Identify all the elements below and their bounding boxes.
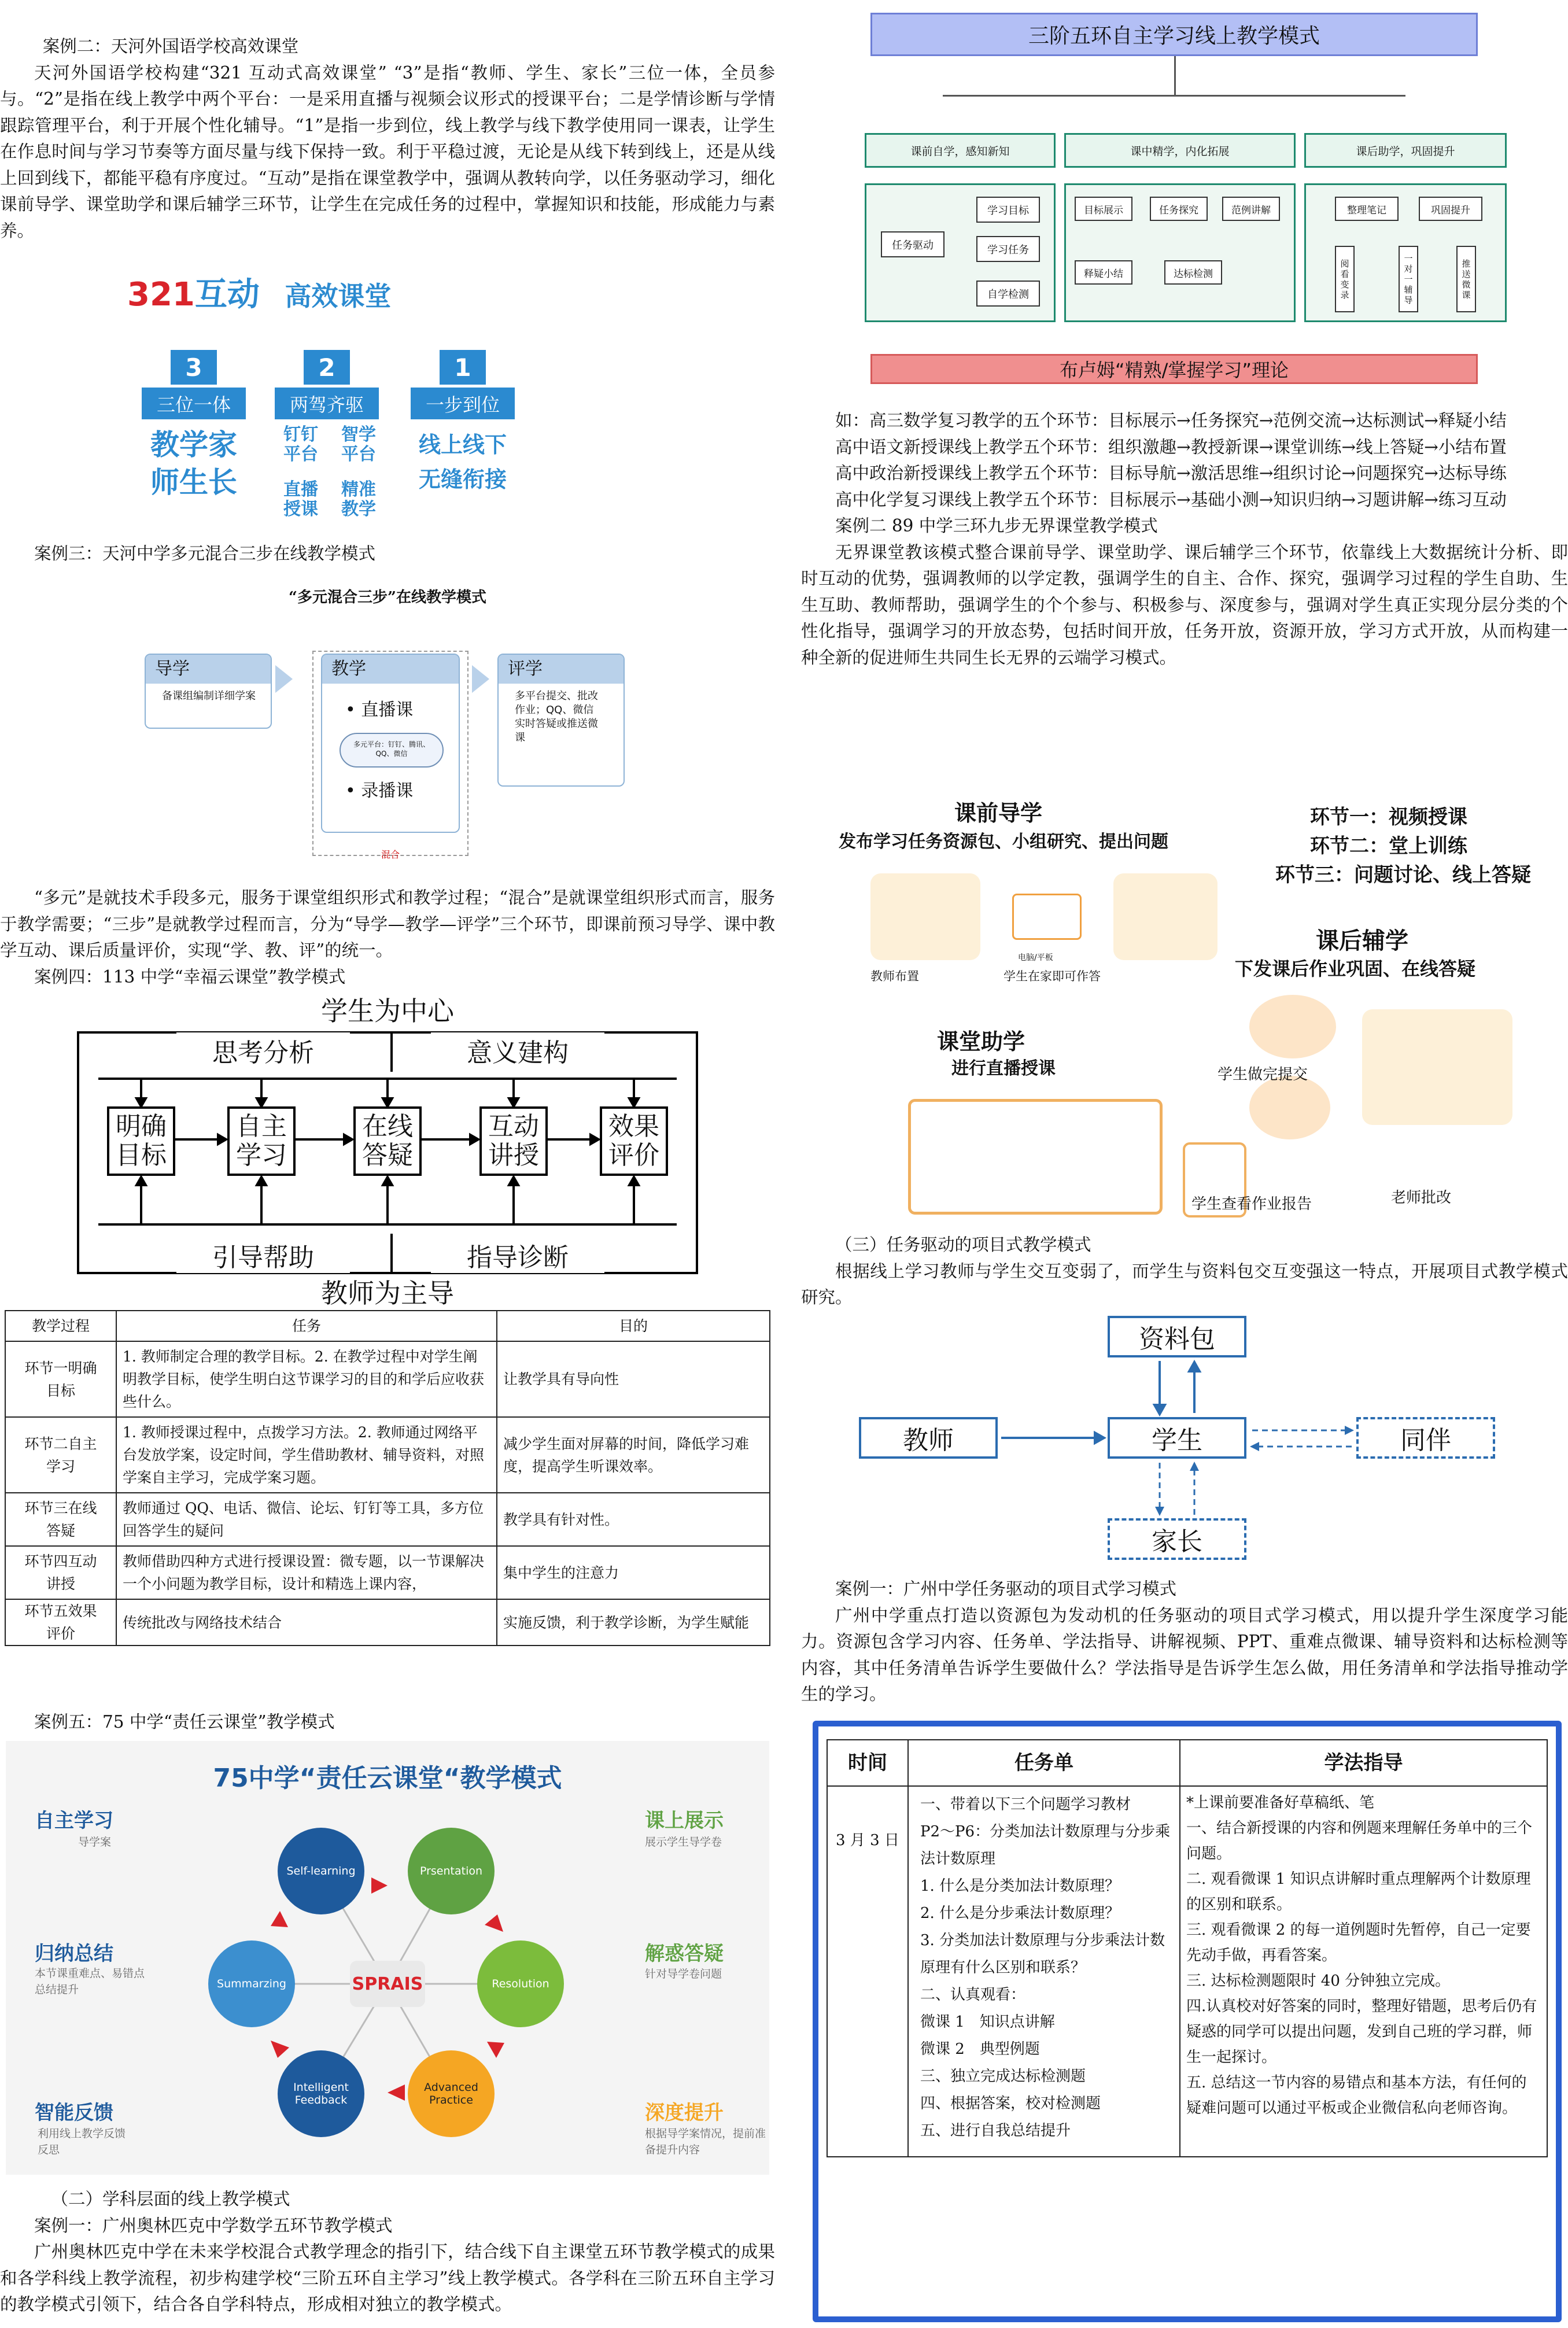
- fig321-c3-num: 1: [440, 350, 486, 385]
- fig3-b1-head: 导学: [146, 655, 271, 684]
- fig75-r3h: 深度提升: [645, 2101, 724, 2124]
- fig75-n2: Prsentation: [408, 1828, 495, 1914]
- fig35-c3: 阅看变录: [1335, 246, 1355, 312]
- fig35-c2: 巩固提升: [1419, 197, 1482, 221]
- fig35-panel2: [1064, 183, 1296, 322]
- fig113-divider-top: [390, 1031, 393, 1072]
- fig321-c2-a2: 平台: [283, 444, 318, 464]
- t4-task: 传统批改与网络技术结合: [116, 1599, 497, 1646]
- fig-task-driven: [859, 1316, 1512, 1565]
- fig89-screen-img: [908, 1099, 1163, 1215]
- t5-guide-line: 二. 观看微课 1 知识点讲解时重点理解两个计数原理的区别和联系。: [1186, 1870, 1531, 1913]
- figtd-center: 学生: [1108, 1417, 1246, 1459]
- fig35-c5: 推送微课: [1456, 246, 1476, 312]
- figtd-right: 同伴: [1356, 1417, 1495, 1459]
- fig3-box2: [321, 654, 460, 833]
- fig35-b3: 范例讲解: [1222, 197, 1280, 221]
- table-row: [5, 1546, 770, 1599]
- fig321-c2-num: 2: [304, 350, 350, 385]
- fig321-b: 高效课堂: [285, 281, 392, 312]
- fig113-b5: 效果评价: [600, 1106, 668, 1176]
- t4-h0: 教学过程: [5, 1311, 116, 1341]
- table-row: [5, 1417, 770, 1493]
- fig321-c2-d1: 精准: [341, 479, 376, 500]
- fig-75: [6, 1741, 769, 2175]
- t5-date: 3 月 3 日: [827, 1786, 908, 2157]
- fig75-n3: Resolution: [477, 1940, 564, 2027]
- fig89-teacher-img: [870, 873, 980, 960]
- t5-tasks: [908, 1786, 1180, 2157]
- ex2: 高中语文新授课线上教学五个环节：组织激趣→教授新课→课堂训练→线上答疑→小结布置: [835, 437, 1507, 457]
- fig35-a4: 自学检测: [976, 281, 1040, 307]
- fig3-b3-body: 多平台提交、批改作业；QQ、微信实时答疑或推送微课: [515, 690, 598, 744]
- fig321-c2-b1: 智学: [341, 425, 376, 445]
- fig75-r2h: 解惑答疑: [645, 1942, 724, 1965]
- t4-step: 环节一明确目标: [5, 1341, 116, 1417]
- fig75-l2h: 归纳总结: [35, 1942, 113, 1965]
- fig75-center: SPRAIS: [350, 1961, 425, 2007]
- t5-h-time: 时间: [827, 1740, 908, 1786]
- fig89-h2: 课堂助学: [937, 1029, 1025, 1054]
- t4-goal: 减少学生面对屏幕的时间，降低学习难度，提高学生听课效率。: [497, 1417, 770, 1493]
- fig113-arrows: [72, 1073, 703, 1235]
- t5-h-task: 任务单: [908, 1740, 1180, 1786]
- fig35-branch: [943, 95, 1405, 97]
- fig35-p1: 课前自学，感知新知: [865, 133, 1056, 168]
- t4-goal: 实施反馈，利于教学诊断，为学生赋能: [497, 1599, 770, 1646]
- fig75-n4: Advanced Practice: [408, 2050, 495, 2137]
- t4-step: 环节四互动讲授: [5, 1546, 116, 1599]
- fig35-b2: 任务探究: [1150, 197, 1208, 221]
- fig35-a1: 学习目标: [976, 197, 1040, 223]
- fig75-r1h: 课上展示: [645, 1809, 724, 1832]
- fig75-l1s: 导学案: [78, 1836, 112, 1849]
- t5-guide-line: 三. 观看微课 2 的每一道例题时先暂停，自己一定要先动手做，再看答案。: [1186, 1921, 1531, 1964]
- fig35-panel1: [865, 183, 1056, 322]
- fig113-b2: 自主学习: [227, 1106, 296, 1176]
- fig89-r2: 环节二：堂上训练: [1310, 835, 1467, 858]
- case2-title: 案例二：天河外国语学校高效课堂: [42, 36, 299, 56]
- t5-task-line: 微课 1 知识点讲解: [920, 2013, 1055, 2031]
- case2-text: 天河外国语学校构建“321 互动式高效课堂” “3”是指“教师、学生、家长”三位一体，全员参与。“2”是指在线上教学中两个平台：一是采用直播与视频会议形式的授课平台；二是学情诊断与学情跟踪管理平台，利于开展个性化辅导。“1”是指一步到位，线上教学与线下教学使用同一课表，让学生在作息时间与学习节奏等方面尽量与线下保持一致。利于平稳过渡，无论是从线下转到线上，还是从线上回到线下，都能平稳有序度过。“互动”是指在课堂教学中，强调从教转向学，以任务驱动学习，细化课前导学、课堂助学和课后辅学三环节，让学生在完成任务的过程中，掌握知识和技能，形成能力与素养。: [0, 62, 775, 241]
- fig35-bottom: 布卢姆“精熟/掌握学习”理论: [870, 354, 1478, 384]
- fig321-c1-head: 三位一体: [142, 388, 246, 419]
- fig89-t3: 学生在家即可作答: [1003, 969, 1101, 983]
- fig35-title: 三阶五环自主学习线上教学模式: [870, 13, 1478, 56]
- fig321-c1-l2: 师生长: [150, 466, 237, 499]
- fig3-b2-l1: • 直播课: [345, 700, 414, 720]
- fig75-l2s: 本节课重难点、易错点总结提升: [35, 1967, 145, 1996]
- t4-goal: 让教学具有导向性: [497, 1341, 770, 1417]
- t5-guide-line: 五. 总结这一节内容的易错点和基本方法，有任何的疑难问题可以通过平板或企业微信私向老师咨询。: [1186, 2074, 1527, 2117]
- t5-task-line: P2～P6：分类加法计数原理与分步乘法计数原理: [920, 1823, 1171, 1868]
- fig321-c2-head: 两驾齐驱: [275, 388, 379, 419]
- fig113-ul: 思考分析: [176, 1032, 350, 1068]
- t5-task-line: 一、带着以下三个问题学习教材: [920, 1796, 1131, 1813]
- fig321-c2-a1: 钉钉: [283, 425, 318, 445]
- r-case2-text: 无界课堂教该模式整合课前导学、课堂助学、课后辅学三个环节，依靠线上大数据统计分析、即时互动的优势，强调教师的以学定教，强调学生的自主、合作、探究，强调学习过程的学生自助、生生互助、教师帮助，强调学生的个个参与、积极参与、深度参与，强调对学生真正实现分层分类的个性化指导，强调学习的开放态势，包括时间开放，任务开放，资源开放，学习方式开放，从而构建一种全新的促进师生共同生长无界的云端学习模式。: [801, 542, 1568, 667]
- fig113-divider-bottom: [390, 1234, 393, 1274]
- t5-task-line: 2. 什么是分步乘法计数原理？: [920, 1905, 1120, 1922]
- fig-three-stage: [865, 13, 1507, 386]
- t5-guide-line: 三. 达标检测题限时 40 分钟独立完成。: [1186, 1972, 1451, 1990]
- fig3-b2-head: 教学: [322, 655, 459, 684]
- fig3-box1: [145, 654, 272, 729]
- r-case1-text: 广州中学重点打造以资源包为发动机的任务驱动的项目式学习模式，用以提升学生深度学习能力。资源包含学习内容、任务单、学法指导、讲解视频、PPT、重难点微课、辅导资料和达标检测等内容，其中任务清单告诉学生要做什么？学法指导是告诉学生怎么做，用任务清单和学法指导推动学生的学习。: [801, 1605, 1568, 1704]
- table-row: [5, 1599, 770, 1646]
- ex3: 高中政治新授课线上教学五个环节：目标导航→激活思维→组织讨论→问题探究→达标导练: [835, 463, 1507, 483]
- fig89-t4: 学生做完提交: [1217, 1066, 1308, 1083]
- fig75-l1h: 自主学习: [35, 1809, 113, 1832]
- t4-goal: 教学具有针对性。: [497, 1493, 770, 1546]
- fig321-c3-l1: 线上线下: [418, 431, 507, 458]
- fig321-c2-c2: 授课: [283, 499, 318, 519]
- fig75-l3s: 利用线上教学反馈反思: [38, 2127, 126, 2156]
- t5-task-line: 1. 什么是分类加法计数原理？: [920, 1877, 1120, 1895]
- fig321-c3-l2: 无缝衔接: [418, 466, 507, 492]
- fig89-s2: 进行直播授课: [951, 1058, 1056, 1079]
- t5-task-line: 3. 分类加法计数原理与分步乘法计数原理有什么区别和联系？: [920, 1932, 1165, 1976]
- fig321-c1-l1: 教学家: [150, 428, 237, 462]
- fig3-b2-l2: • 录播课: [345, 781, 414, 801]
- fig-113: [72, 992, 703, 1309]
- sec2-title: （二）学科层面的线上教学模式: [51, 2189, 290, 2209]
- fig75-r2s: 针对导学卷问题: [645, 1968, 722, 1980]
- fig35-b1: 目标展示: [1075, 197, 1132, 221]
- t5-guide-line: 一、结合新授课的内容和例题来理解任务单中的三个问题。: [1186, 1820, 1533, 1862]
- case3-text: “多元”是就技术手段多元，服务于课堂组织形式和教学过程；“混合”是就课堂组织形式而言，服务于教学需要；“三步”是就教学过程而言，分为“导学—教学—评学”三个环节，即课前预习导学、课中教学互动、课后质量评价，实现“学、教、评”的统一。: [0, 888, 775, 960]
- t4-goal: 集中学生的注意力: [497, 1546, 770, 1599]
- fig35-p3: 课后助学，巩固提升: [1304, 133, 1507, 168]
- fig89-r3: 环节三：问题讨论、线上答疑: [1275, 864, 1531, 887]
- fig89-device-img: [1012, 894, 1082, 940]
- fig75-n6: Summarzing: [208, 1940, 295, 2027]
- t4-task: 教师通过 QQ、电话、微信、论坛、钉钉等工具，多方位回答学生的疑问: [116, 1493, 497, 1546]
- fig75-r3s: 根据导学案情况，提前准备提升内容: [645, 2127, 766, 2156]
- case3-title: 案例三：天河中学多元混合三步在线教学模式: [34, 544, 376, 563]
- fig89-t6: 老师批改: [1391, 1189, 1452, 1207]
- fig-89: [813, 795, 1565, 1223]
- fig3-b1-body: 备课组编制详细学案: [162, 690, 256, 702]
- fig89-h1: 课前导学: [954, 800, 1043, 826]
- fig89-report-img: [1249, 1076, 1330, 1139]
- fig75-title: 75中学“责任云课堂“教学模式: [213, 1763, 562, 1793]
- t5-h-guide: 学法指导: [1180, 1740, 1547, 1786]
- table-row: [5, 1493, 770, 1546]
- fig35-panel3: [1304, 183, 1507, 322]
- ex4: 高中化学复习课线上教学五个环节：目标展示→基础小测→知识归纳→习题讲解→练习互动: [835, 489, 1507, 510]
- t5-task-line: 三、独立完成达标检测题: [920, 2068, 1086, 2085]
- fig89-student-img: [1113, 873, 1217, 960]
- t4-step: 环节二自主学习: [5, 1417, 116, 1493]
- fig-multi-mix: [139, 578, 636, 879]
- ex1: 如：高三数学复习教学的五个环节：目标展示→任务探究→范例交流→达标测试→释疑小结: [835, 411, 1507, 430]
- fig113-ll: 引导帮助: [176, 1237, 350, 1273]
- sec2-case1-title: 案例一：广州奥林匹克中学数学五环节教学模式: [34, 2215, 393, 2235]
- fig89-submit-img: [1249, 995, 1336, 1058]
- fig75-n5: Intelligent Feedback: [278, 2050, 364, 2137]
- sec3-text: 根据线上学习教师与学生交互变弱了，而学生与资料包交互变强这一特点，开展项目式教学模式研究。: [801, 1261, 1568, 1307]
- figtd-top: 资料包: [1108, 1316, 1246, 1357]
- fig-321: [124, 266, 518, 532]
- fig89-r1: 环节一：视频授课: [1310, 806, 1467, 829]
- t4-task: 教师借助四种方式进行授课设置：微专题，以一节课解决一个小问题为教学目标，设计和精选上课内容，: [116, 1546, 497, 1599]
- fig35-c1: 整理笔记: [1335, 197, 1399, 221]
- fig321-c2-c1: 直播: [283, 479, 318, 500]
- fig321-c1-num: 3: [171, 350, 217, 385]
- fig89-h3: 课后辅学: [1316, 928, 1408, 954]
- fig113-bottom: 教师为主导: [321, 1277, 454, 1309]
- t4-h2: 目的: [497, 1311, 770, 1341]
- t5-task-line: 二、认真观看：: [920, 1986, 1026, 2004]
- fig75-r1s: 展示学生导学卷: [645, 1836, 722, 1849]
- t5-guides: [1180, 1786, 1547, 2157]
- t5-guide-line: *上课前要准备好草稿纸、笔: [1186, 1794, 1375, 1812]
- fig89-grading-img: [1362, 1009, 1512, 1125]
- fig89-t5: 学生查看作业报告: [1191, 1196, 1312, 1213]
- fig35-a2: 任务驱动: [881, 231, 945, 257]
- fig89-s3: 下发课后作业巩固、在线答疑: [1235, 958, 1476, 980]
- fig35-b4: 释疑小结: [1075, 260, 1132, 285]
- table-113: [5, 1310, 770, 1646]
- t5-task-line: 五、进行自我总结提升: [920, 2122, 1071, 2139]
- fig113-ur: 意义建构: [431, 1032, 604, 1068]
- r-case1-title: 案例一：广州中学任务驱动的项目式学习模式: [835, 1579, 1177, 1599]
- t4-step: 环节三在线答疑: [5, 1493, 116, 1546]
- fig3-arrow1: [275, 665, 293, 693]
- fig35-b5: 达标检测: [1164, 260, 1222, 285]
- fig35-c4: 一对一辅导: [1399, 246, 1418, 312]
- fig3-title: “多元混合三步”在线教学模式: [289, 589, 486, 606]
- sec2-case1-text: 广州奥林匹克中学在未来学校混合式教学理念的指引下，结合线下自主课堂五环节教学模式的成果和各学科线上教学流程，初步构建学校“三阶五环自主学习”线上教学模式。各学科在三阶五环自主学习的教学模式引领下，结合各自学科特点，形成相对独立的教学模式。: [0, 2242, 775, 2314]
- fig113-b1: 明确目标: [107, 1106, 175, 1176]
- fig113-b3: 在线答疑: [353, 1106, 422, 1176]
- fig89-t1: 教师布置: [870, 969, 919, 983]
- fig35-a3: 学习任务: [976, 236, 1040, 262]
- t4-task: 1. 教师授课过程中，点拨学习方法。2. 教师通过网络平台发放学案，设定时间，学生借助教材、辅导资料，对照学案自主学习，完成学案习题。: [116, 1417, 497, 1493]
- t5-task-line: 微课 2 典型例题: [920, 2041, 1040, 2058]
- fig321-c2-b2: 平台: [341, 444, 376, 464]
- table-row: [5, 1341, 770, 1417]
- fig3-b3-head: 评学: [499, 655, 623, 684]
- fig321-a: 互动: [194, 276, 260, 313]
- sec3-title: （三）任务驱动的项目式教学模式: [835, 1235, 1091, 1255]
- case5-title: 案例五：75 中学“责任云课堂”教学模式: [34, 1712, 335, 1732]
- t5-guide-line: 四.认真校对好答案的同时，整理好错题，思考后仍有疑惑的同学可以提出问题，发到自己班的学习群，师生一起探讨。: [1186, 1998, 1537, 2066]
- fig35-p2: 课中精学，内化拓展: [1064, 133, 1296, 168]
- fig321-num: 321: [127, 276, 195, 313]
- fig35-stem: [1174, 56, 1176, 97]
- t4-h1: 任务: [116, 1311, 497, 1341]
- fig113-lr: 指导诊断: [431, 1237, 604, 1273]
- task-sheet-frame: [813, 1721, 1562, 2322]
- t4-task: 1. 教师制定合理的教学目标。2. 在教学过程中对学生阐明教学目标，使学生明白这节课学习的目的和学后应收获些什么。: [116, 1341, 497, 1417]
- t5-task-line: 四、根据答案，校对检测题: [920, 2095, 1101, 2112]
- fig75-n1: Self-learning: [278, 1828, 364, 1914]
- figtd-bottom: 家长: [1108, 1518, 1246, 1560]
- fig3-arrow2: [472, 665, 489, 693]
- r-case2-title: 案例二 89 中学三环九步无界课堂教学模式: [835, 516, 1158, 536]
- fig321-c3-head: 一步到位: [411, 388, 515, 419]
- t4-step: 环节五效果评价: [5, 1599, 116, 1646]
- fig3-b2-foot: 混合: [381, 849, 400, 860]
- fig3-b2-cloud: 多元平台：钉钉、腾讯、QQ、微信: [340, 733, 444, 768]
- fig321-c2-d2: 教学: [341, 499, 376, 519]
- fig89-t2: 电脑/平板: [1018, 953, 1053, 962]
- figtd-left: 教师: [859, 1417, 998, 1459]
- fig89-s1: 发布学习任务资源包、小组研究、提出问题: [839, 832, 1168, 852]
- fig3-box3: [497, 654, 625, 787]
- fig75-l3h: 智能反馈: [35, 2101, 113, 2124]
- fig113-top: 学生为中心: [321, 995, 454, 1027]
- case4-title: 案例四：113 中学“幸福云课堂”教学模式: [34, 966, 346, 987]
- fig113-b4: 互动讲授: [479, 1106, 548, 1176]
- task-sheet-table: [827, 1739, 1548, 2157]
- figtd-arrows: [859, 1316, 1512, 1565]
